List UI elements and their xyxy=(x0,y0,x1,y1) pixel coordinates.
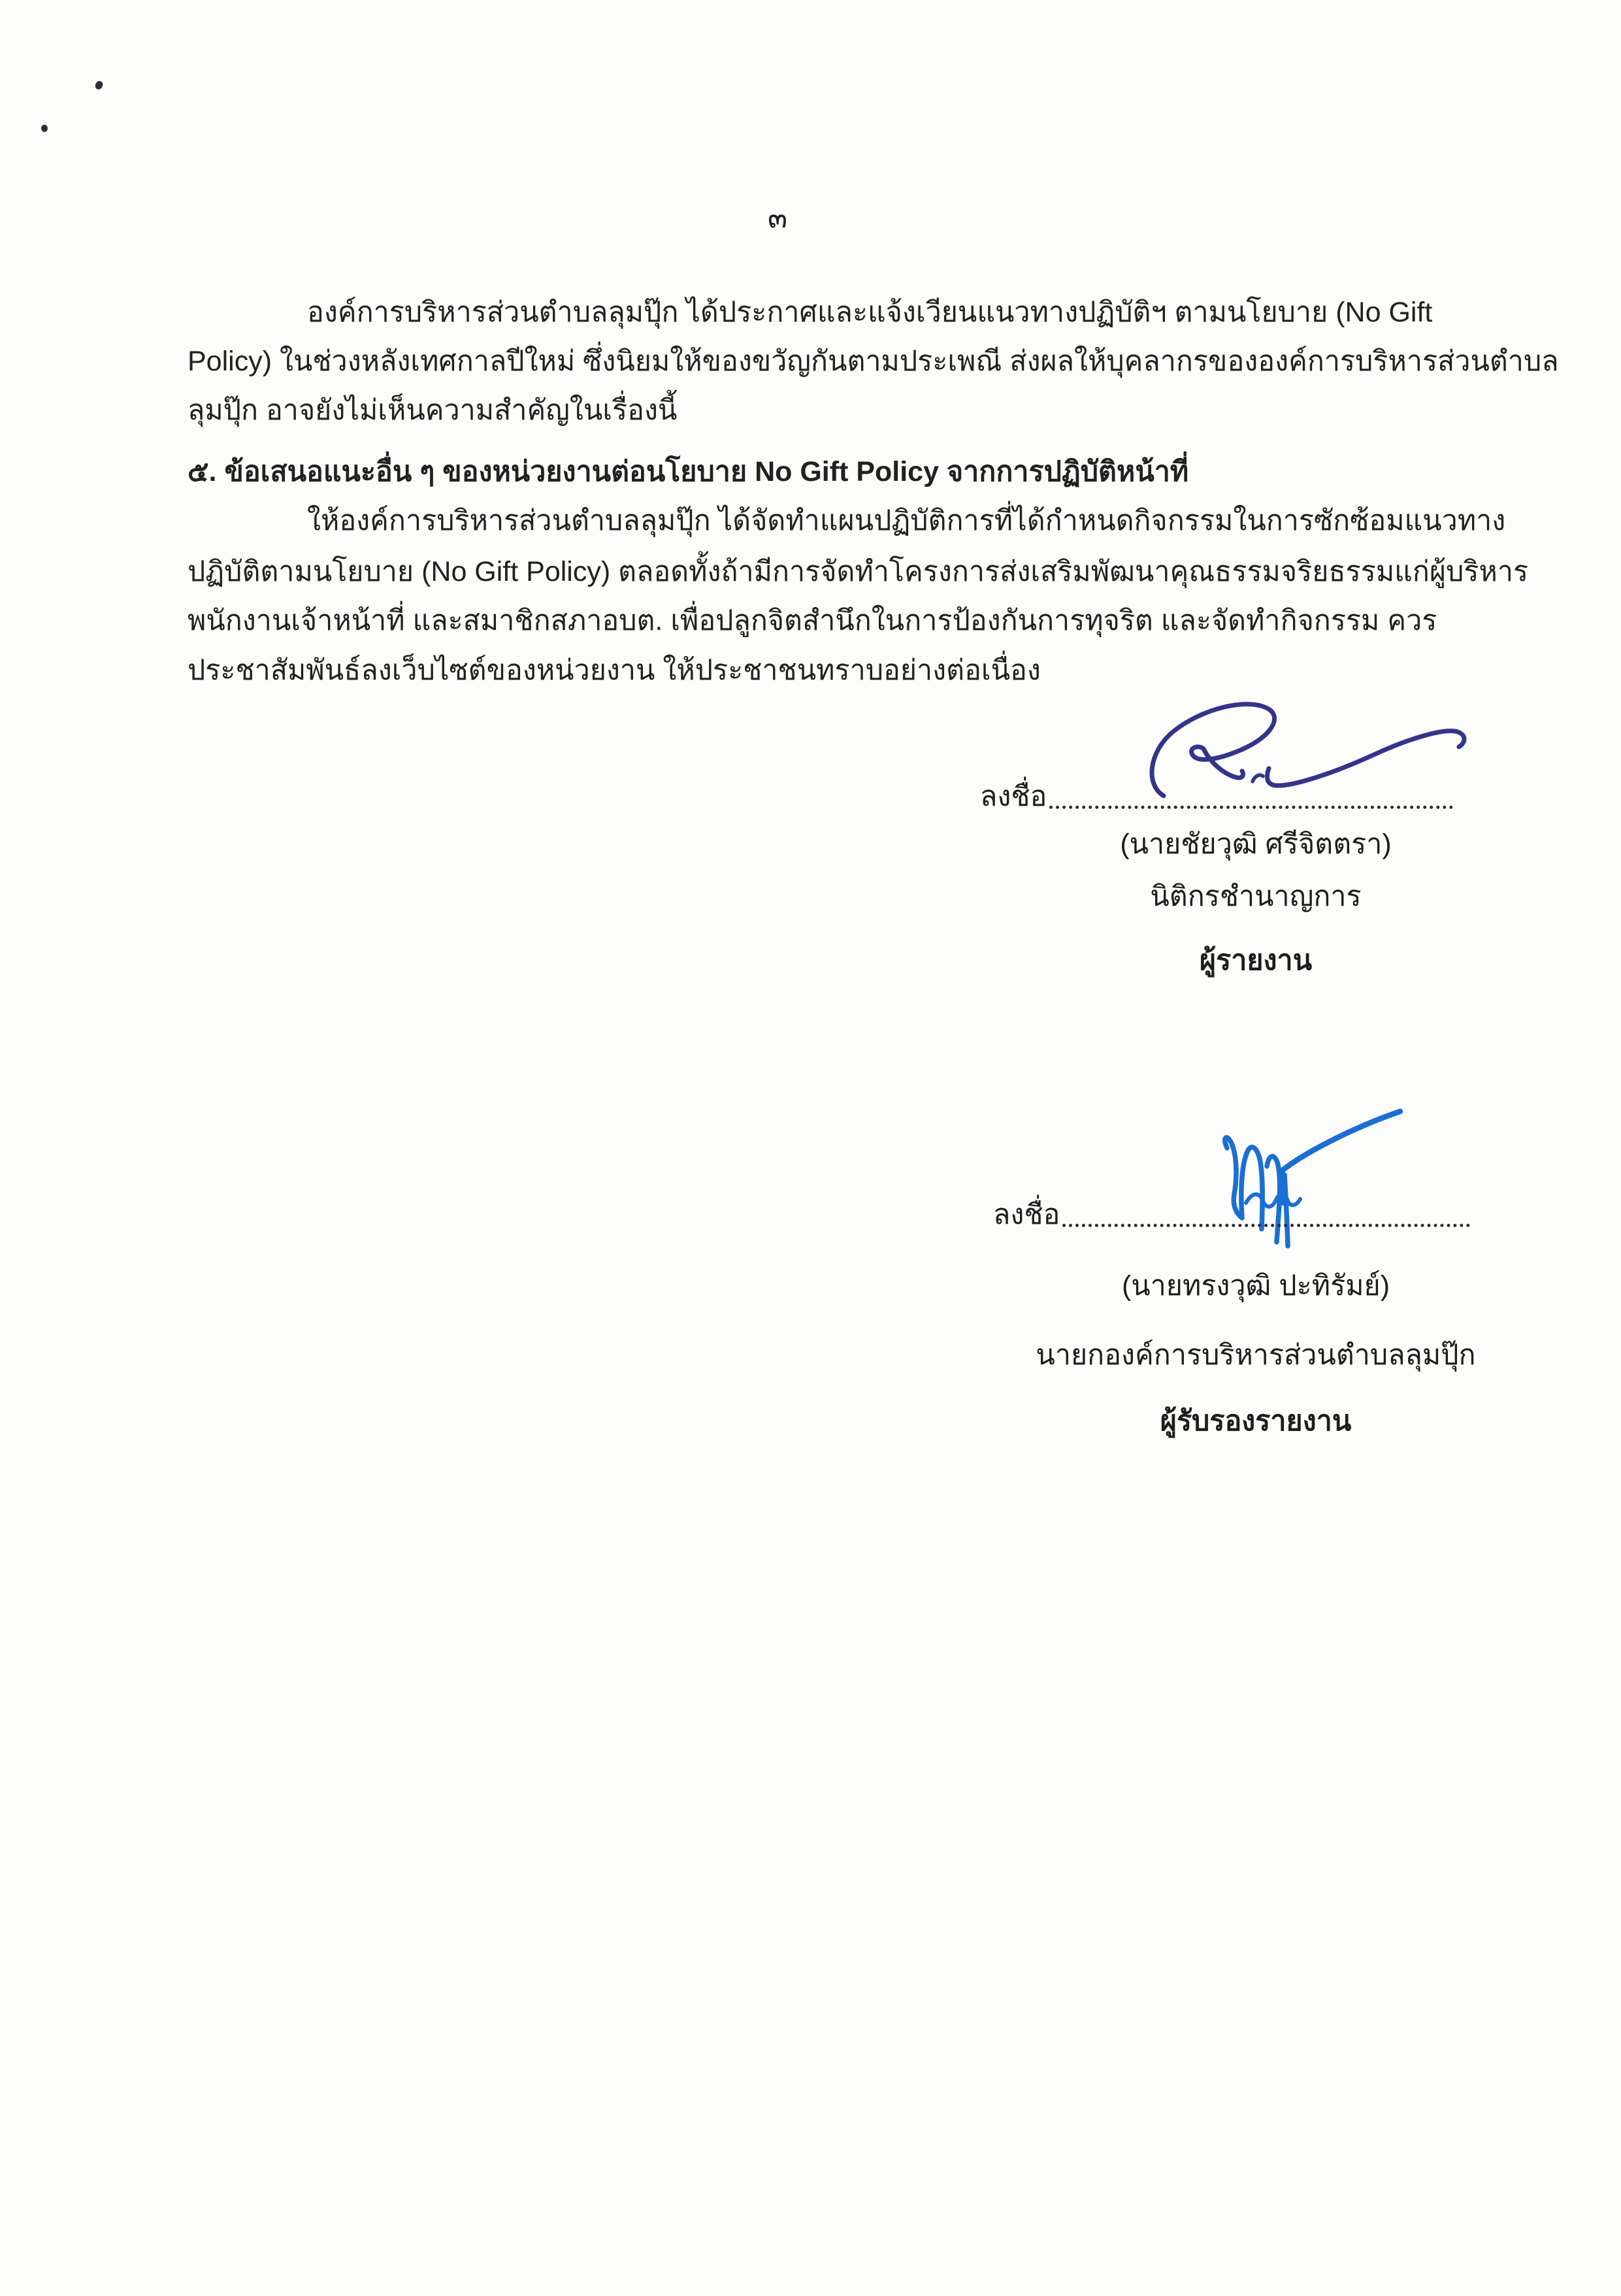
signer2-position: นายกองค์การบริหารส่วนตำบลลุมปุ๊ก xyxy=(1036,1339,1476,1371)
signer2-role: ผู้รับรองรายงาน xyxy=(1160,1405,1352,1437)
signer1-position: นิติกรชำนาญการ xyxy=(1150,881,1362,912)
signer1-name: (นายชัยวุฒิ ศรีจิตตรา) xyxy=(1120,828,1392,860)
dotted-signature-line xyxy=(1049,806,1453,809)
signature-line-1 xyxy=(980,776,1453,817)
paragraph2-line3: พนักงานเจ้าหน้าที่ และสมาชิกสภาอบต. เพื่อปลูกจิตสำนึกในการป้องกันการทุจริต และจัดทำกิจกรรม ควร xyxy=(188,605,1437,636)
page-number: ๓ xyxy=(767,202,788,234)
sign-here-label: ลงชื่อ xyxy=(993,1199,1060,1230)
paragraph1-line2: Policy) ในช่วงหลังเทศกาลปีใหม่ ซึ่งนิยมให้ของขวัญกันตามประเพณี ส่งผลให้บุคลากรขององค์การบริหารส่วนตำบล xyxy=(188,346,1559,377)
paragraph2-line1: ให้องค์การบริหารส่วนตำบลลุมปุ๊ก ได้จัดทำแผนปฏิบัติการที่ได้กำหนดกิจกรรมในการซักซ้อมแนวทาง xyxy=(307,505,1506,536)
signer2-name: (นายทรงวุฒิ ปะทิรัมย์) xyxy=(1121,1270,1390,1302)
section-heading: ๕. ข้อเสนอแนะอื่น ๆ ของหน่วยงานต่อนโยบาย No Gift Policy จากการปฏิบัติหน้าที่ xyxy=(188,456,1189,487)
ink-speck xyxy=(94,80,104,91)
sign-here-label: ลงชื่อ xyxy=(980,781,1047,812)
paragraph1-line1: องค์การบริหารส่วนตำบลลุมปุ๊ก ได้ประกาศและแจ้งเวียนแนวทางปฏิบัติฯ ตามนโยบาย (No Gift xyxy=(307,297,1433,328)
paragraph2-line2: ปฏิบัติตามนโยบาย (No Gift Policy) ตลอดทั้งถ้ามีการจัดทำโครงการส่งเสริมพัฒนาคุณธรรมจริยธรรมแก่ผู้บริหาร xyxy=(188,556,1529,587)
signer1-role: ผู้รายงาน xyxy=(1199,945,1313,976)
dotted-signature-line xyxy=(1062,1224,1470,1227)
paragraph2-line4: ประชาสัมพันธ์ลงเว็บไซต์ของหน่วยงาน ให้ประชาชนทราบอย่างต่อเนื่อง xyxy=(188,655,1041,686)
paragraph1-line3: ลุมปุ๊ก อาจยังไม่เห็นความสำคัญในเรื่องนี้ xyxy=(188,395,678,426)
signature-line-2 xyxy=(993,1194,1470,1235)
ink-speck xyxy=(41,124,49,133)
